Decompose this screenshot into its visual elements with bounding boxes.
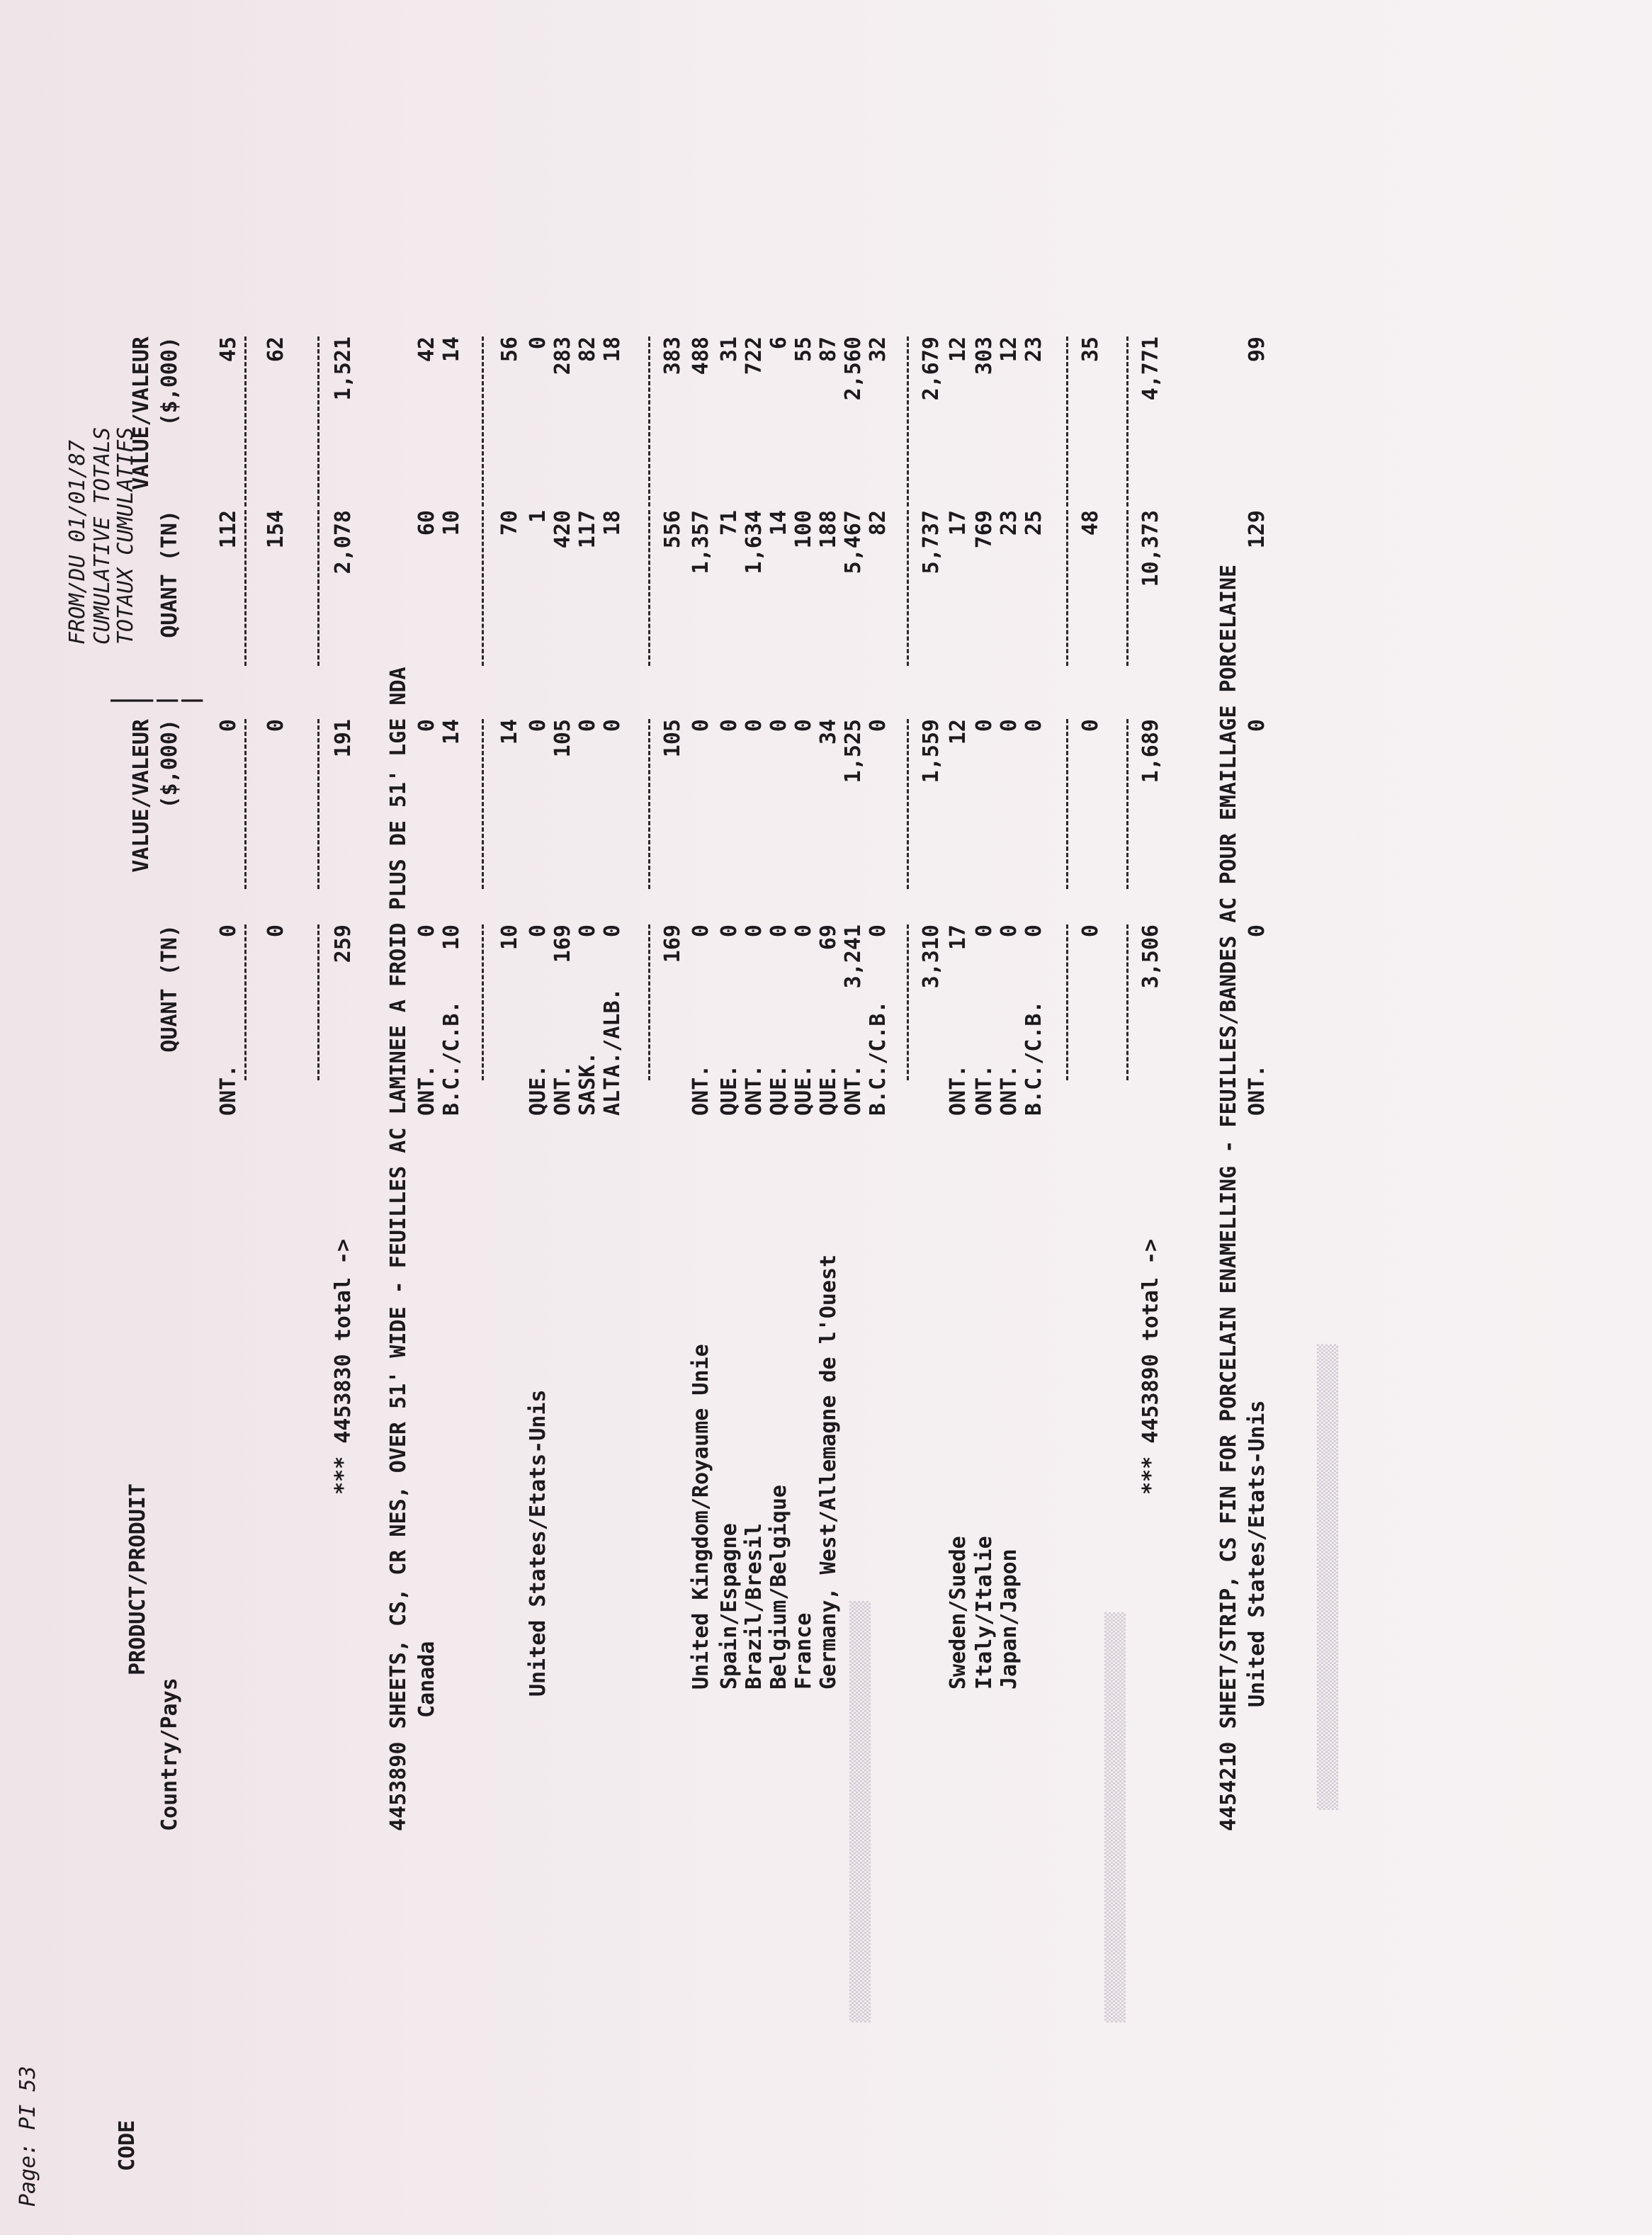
header-cumulative: CUMULATIVE TOTALS <box>90 426 115 645</box>
cell-prov: QUE. <box>791 1064 816 1116</box>
cell-v2: 6 <box>766 336 791 350</box>
cell-v2: 283 <box>550 336 575 375</box>
cell-q1: 10 <box>439 924 464 951</box>
dashed-rule <box>1066 924 1068 1080</box>
dashed-rule <box>244 336 247 507</box>
bleed-through-text: ▒▒▒▒▒▒▒▒▒▒▒▒▒▒▒▒▒▒▒▒▒▒▒▒▒▒▒▒▒▒▒▒▒▒▒▒▒▒ <box>850 1601 871 2022</box>
cell-q2: 154 <box>264 510 288 549</box>
cell-q1: 0 <box>264 924 288 938</box>
cell-v2: 23 <box>1022 336 1046 363</box>
dashed-rule <box>1126 336 1128 507</box>
cell-q2: 25 <box>1022 510 1046 536</box>
cell-q2: 112 <box>216 510 241 549</box>
dashed-rule <box>1126 510 1128 666</box>
cell-q2: 117 <box>575 510 600 549</box>
cell-country: France <box>791 1612 816 1690</box>
cell-q1: 3,310 <box>919 924 944 989</box>
cell-v1: 1,689 <box>1138 719 1163 783</box>
col-header-code: CODE <box>115 2120 140 2171</box>
cell-v2: 4,771 <box>1138 336 1163 401</box>
cell-prov: B.C./C.B. <box>1022 1000 1046 1116</box>
cell-country: United States/Etats-Unis <box>1245 1400 1269 1707</box>
cell-v1: 1,559 <box>919 719 944 783</box>
cell-q2: 129 <box>1245 510 1269 549</box>
cell-prov: ONT. <box>946 1064 971 1116</box>
cell-v1: 0 <box>689 719 713 732</box>
cell-q2: 420 <box>550 510 575 549</box>
cell-v1: 0 <box>414 719 439 732</box>
cell-q2: 1 <box>526 510 550 524</box>
cell-prov: ONT. <box>742 1064 766 1116</box>
cell-q1: 0 <box>216 924 241 938</box>
cell-v1: 1,525 <box>841 719 866 783</box>
cell-v1: 0 <box>1022 719 1046 732</box>
dashed-rule <box>317 510 319 666</box>
dashed-rule <box>244 719 247 889</box>
cell-prov: SASK. <box>575 1051 600 1116</box>
cell-v1: 0 <box>791 719 816 732</box>
dashed-rule <box>907 924 909 1080</box>
cell-v2: 2,560 <box>841 336 866 401</box>
cell-q1: 17 <box>946 924 971 951</box>
cell-prov: ONT. <box>689 1064 713 1116</box>
cell-q1: 0 <box>766 924 791 938</box>
cell-country: Spain/Espagne <box>717 1523 742 1690</box>
cell-prov: ONT. <box>972 1064 997 1116</box>
dashed-rule <box>482 510 484 666</box>
dashed-rule <box>317 924 319 1080</box>
cell-q2: 5,467 <box>841 510 866 575</box>
cell-prov: B.C./C.B. <box>866 1000 890 1116</box>
cell-v1: 34 <box>816 719 841 745</box>
cell-v1: 191 <box>331 719 356 758</box>
cell-q2: 2,078 <box>331 510 356 575</box>
cell-prov: QUE. <box>526 1064 550 1116</box>
cell-q2: 17 <box>946 510 971 536</box>
cell-q1: 0 <box>526 924 550 938</box>
cell-v2: 722 <box>742 336 766 375</box>
cell-q2: 71 <box>717 510 742 536</box>
cell-q2: 10 <box>439 510 464 536</box>
col-header-value-period: VALUE/VALEUR <box>129 719 154 873</box>
cell-q2: 70 <box>497 510 522 536</box>
cell-prov: ONT. <box>216 1064 241 1116</box>
cell-q1: 0 <box>689 924 713 938</box>
cell-v1: 0 <box>1078 719 1103 732</box>
cell-q2: 769 <box>972 510 997 549</box>
header-divider: | <box>179 694 203 707</box>
dashed-rule <box>482 336 484 507</box>
cell-q1: 169 <box>550 924 575 963</box>
dashed-rule <box>1126 924 1128 1080</box>
cell-q1: 10 <box>497 924 522 951</box>
cell-v2: 14 <box>439 336 464 363</box>
cell-v2: 42 <box>414 336 439 363</box>
cell-v2: 303 <box>972 336 997 375</box>
cell-q1: 0 <box>717 924 742 938</box>
cell-v2: 56 <box>497 336 522 363</box>
cell-q1: 0 <box>742 924 766 938</box>
cell-v2: 62 <box>264 336 288 363</box>
cell-q1: 3,506 <box>1138 924 1163 989</box>
cell-prov: *** 4453890 total -> <box>1138 1238 1163 1495</box>
cell-v2: 32 <box>866 336 890 363</box>
cell-q1: 0 <box>414 924 439 938</box>
cell-v2: 87 <box>816 336 841 363</box>
col-header-value-unit-period: ($,000) <box>157 719 182 809</box>
col-header-country: Country/Pays <box>157 1677 182 1831</box>
dashed-rule <box>317 719 319 889</box>
cell-q2: 14 <box>766 510 791 536</box>
cell-v2: 1,521 <box>331 336 356 401</box>
cell-v2: 55 <box>791 336 816 363</box>
header-divider: | <box>154 694 179 707</box>
dashed-rule <box>317 336 319 507</box>
cell-q2: 18 <box>600 510 625 536</box>
dashed-rule <box>648 510 650 666</box>
cell-v1: 0 <box>575 719 600 732</box>
cell-country: Sweden/Suede <box>946 1536 971 1690</box>
cell-prov: ONT. <box>550 1064 575 1116</box>
cell-q1: 0 <box>997 924 1022 938</box>
cell-q1: 3,241 <box>841 924 866 989</box>
cell-v2: 383 <box>660 336 685 375</box>
dashed-rule <box>1126 719 1128 889</box>
cell-q1: 0 <box>972 924 997 938</box>
cell-q2: 1,357 <box>689 510 713 575</box>
col-header-quant-period: QUANT (TN) <box>157 924 182 1053</box>
cell-v2: 12 <box>946 336 971 363</box>
cell-v1: 14 <box>439 719 464 745</box>
cell-v2: 82 <box>575 336 600 363</box>
dashed-rule <box>482 924 484 1080</box>
cell-v2: 12 <box>997 336 1022 363</box>
cell-q1: 0 <box>791 924 816 938</box>
cell-v1: 0 <box>866 719 890 732</box>
cell-v1: 0 <box>526 719 550 732</box>
dashed-rule <box>648 719 650 889</box>
cell-v1: 0 <box>600 719 625 732</box>
cell-prov: QUE. <box>766 1064 791 1116</box>
cell-v1: 0 <box>766 719 791 732</box>
dashed-rule <box>907 336 909 507</box>
cell-prov: QUE. <box>717 1064 742 1116</box>
cell-prov: ONT. <box>997 1064 1022 1116</box>
page-label: Page: PI 53 <box>16 2066 40 2207</box>
cell-q1: 259 <box>331 924 356 963</box>
cell-q1: 69 <box>816 924 841 951</box>
cell-prov: ONT. <box>1245 1064 1269 1116</box>
header-totaux: TOTAUX CUMULATIFS <box>113 426 138 645</box>
cell-country: United Kingdom/Royaume Unie <box>689 1344 713 1690</box>
cell-q1: 0 <box>600 924 625 938</box>
cell-q2: 82 <box>866 510 890 536</box>
cell-q2: 556 <box>660 510 685 549</box>
cell-country: Italy/Italie <box>972 1536 997 1690</box>
header-divider: | <box>108 694 132 707</box>
cell-v2: 488 <box>689 336 713 375</box>
bleed-through-text: ▒▒▒▒▒▒▒▒▒▒▒▒▒▒▒▒▒▒▒▒▒▒▒▒▒▒▒▒▒▒▒▒▒▒▒▒▒ <box>1105 1612 1126 2022</box>
cell-v1: 14 <box>497 719 522 745</box>
cell-q1: 0 <box>1078 924 1103 938</box>
cell-country: 4454210 SHEET/STRIP, CS FIN FOR PORCELAIN ENAMELLING - FEUILLES/BANDES AC POUR EMAILLAGE PORCELAINE <box>1216 564 1241 1831</box>
cell-q2: 48 <box>1078 510 1103 536</box>
header-divider: | <box>129 694 154 707</box>
cell-v1: 0 <box>264 719 288 732</box>
cell-v1: 0 <box>997 719 1022 732</box>
cell-v1: 0 <box>717 719 742 732</box>
cell-q2: 5,737 <box>919 510 944 575</box>
col-header-value-unit-cumul: ($,000) <box>157 336 182 426</box>
col-header-quant-cumul: QUANT (TN) <box>157 510 182 638</box>
cell-q1: 0 <box>1245 924 1269 938</box>
cell-prov: B.C./C.B. <box>439 1000 464 1116</box>
cell-q2: 1,634 <box>742 510 766 575</box>
cell-q2: 60 <box>414 510 439 536</box>
cell-q1: 169 <box>660 924 685 963</box>
dashed-rule <box>907 719 909 889</box>
dashed-rule <box>1066 336 1068 507</box>
dashed-rule <box>482 719 484 889</box>
cell-prov: ONT. <box>841 1064 866 1116</box>
cell-prov: ONT. <box>414 1064 439 1116</box>
cell-v2: 0 <box>526 336 550 350</box>
cell-v1: 105 <box>660 719 685 758</box>
cell-v2: 35 <box>1078 336 1103 363</box>
cell-q1: 0 <box>575 924 600 938</box>
cell-country: Japan/Japon <box>997 1549 1022 1690</box>
cell-v1: 0 <box>972 719 997 732</box>
cell-country: Canada <box>414 1641 439 1718</box>
cell-q2: 10,373 <box>1138 510 1163 587</box>
cell-country: Germany, West/Allemagne de l'Ouest <box>816 1254 841 1690</box>
col-header-value-cumul: VALUE/VALEUR <box>129 336 154 490</box>
cell-v2: 99 <box>1245 336 1269 363</box>
cell-prov: ALTA./ALB. <box>600 988 625 1116</box>
dashed-rule <box>1066 719 1068 889</box>
cell-q1: 0 <box>866 924 890 938</box>
dashed-rule <box>648 924 650 1080</box>
cell-v1: 0 <box>216 719 241 732</box>
cell-v2: 31 <box>717 336 742 363</box>
cell-v1: 105 <box>550 719 575 758</box>
cell-country: Belgium/Belgique <box>766 1485 791 1690</box>
cell-country: United States/Etats-Unis <box>526 1389 550 1697</box>
cell-q2: 188 <box>816 510 841 549</box>
cell-prov: *** 4453830 total -> <box>331 1238 356 1495</box>
dashed-rule <box>907 510 909 666</box>
dashed-rule <box>648 336 650 507</box>
cell-v2: 18 <box>600 336 625 363</box>
dashed-rule <box>244 924 247 1080</box>
dashed-rule <box>1066 510 1068 666</box>
cell-country: Brazil/Bresil <box>742 1523 766 1690</box>
col-header-product: PRODUCT/PRODUIT <box>125 1483 150 1675</box>
cell-q2: 23 <box>997 510 1022 536</box>
cell-v2: 45 <box>216 336 241 363</box>
bleed-through-text: ▒▒▒▒▒▒▒▒▒▒▒▒▒▒▒▒▒▒▒▒▒▒▒▒▒▒▒▒▒▒▒▒▒▒▒▒▒▒▒▒▒▒ <box>1318 1344 1339 1810</box>
cell-prov: QUE. <box>816 1064 841 1116</box>
cell-v2: 2,679 <box>919 336 944 401</box>
cell-v1: 0 <box>1245 719 1269 732</box>
header-from-date: FROM/DU 01/01/87 <box>65 440 90 645</box>
cell-v1: 12 <box>946 719 971 745</box>
cell-v1: 0 <box>742 719 766 732</box>
cell-country: 4453890 SHEETS, CS, CR NES, OVER 51' WIDE - FEUILLES AC LAMINEE A FROID PLUS DE 51' LGE NDA <box>386 667 411 1831</box>
cell-q1: 0 <box>1022 924 1046 938</box>
cell-q2: 100 <box>791 510 816 549</box>
dashed-rule <box>244 510 247 666</box>
